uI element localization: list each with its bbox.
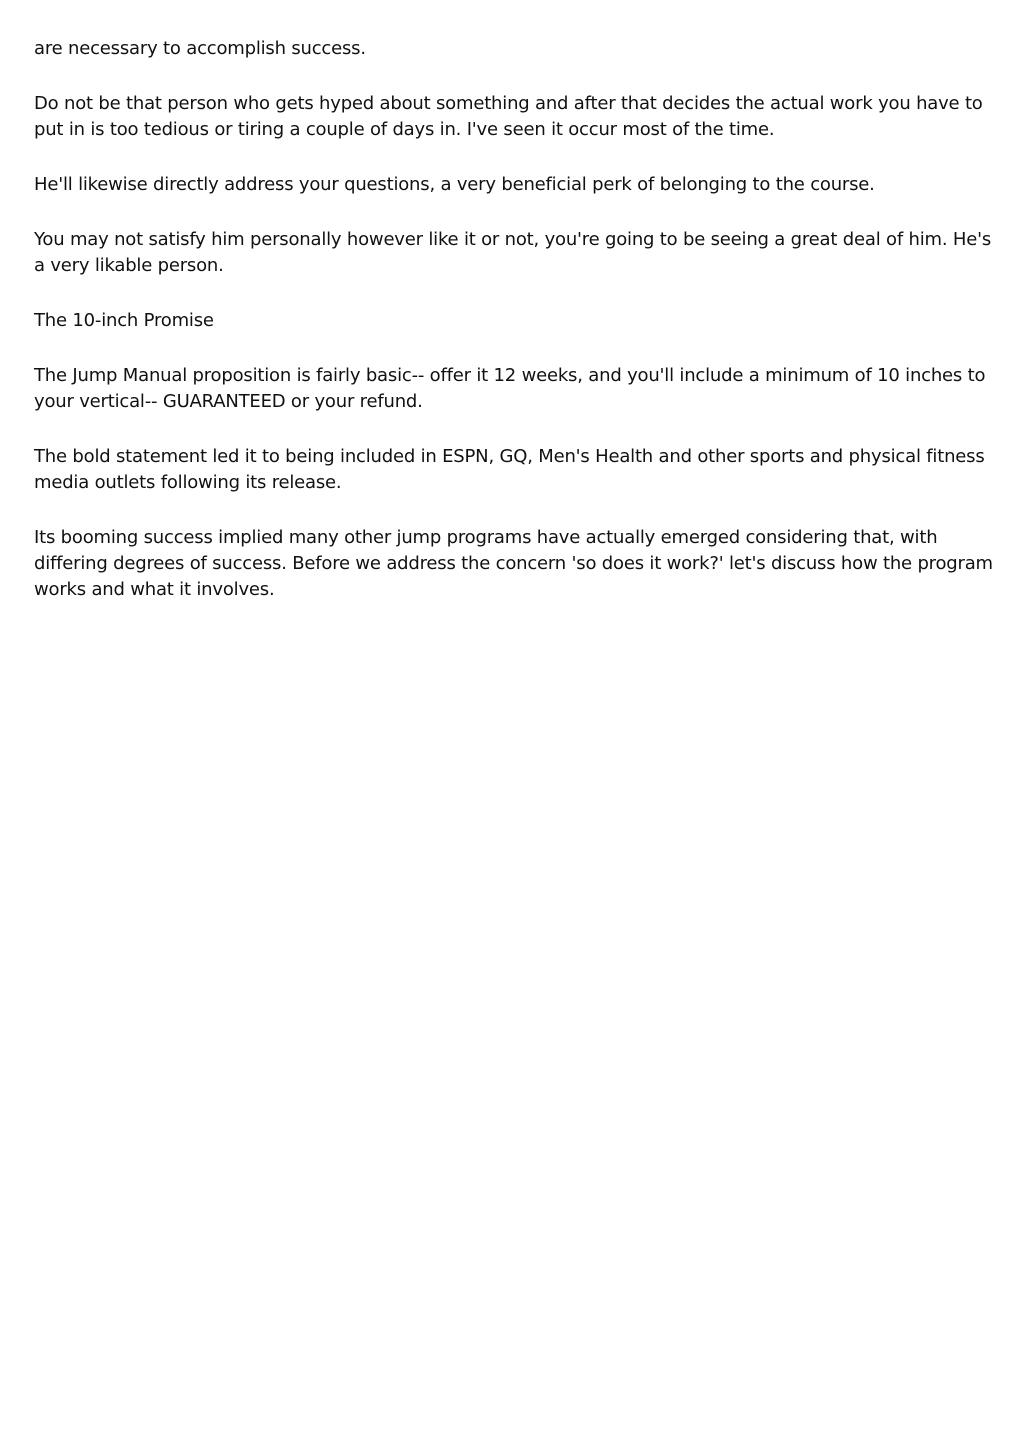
paragraph-questions: He'll likewise directly address your questions, a very beneficial perk of belonging to the course. bbox=[34, 174, 875, 195]
section-heading-promise: The 10-inch Promise bbox=[34, 310, 214, 331]
document-page bbox=[34, 36, 994, 632]
paragraph-success: Its booming success implied many other jump programs have actually emerged considering that, with differing degrees of success. Before we address the concern 'so does it work?' let's discuss how the program works and what it involves. bbox=[34, 527, 993, 600]
paragraph-proposition: The Jump Manual proposition is fairly basic-- offer it 12 weeks, and you'll include a minimum of 10 inches to your vertical-- GUARANTEED or your refund. bbox=[34, 365, 986, 412]
paragraph-media: The bold statement led it to being included in ESPN, GQ, Men's Health and other sports and physical fitness media outlets following its release. bbox=[34, 446, 985, 493]
paragraph-continuation: are necessary to accomplish success. bbox=[34, 38, 366, 59]
paragraph-likable: You may not satisfy him personally however like it or not, you're going to be seeing a great deal of him. He's a very likable person. bbox=[34, 229, 992, 276]
paragraph-hype-warning: Do not be that person who gets hyped about something and after that decides the actual work you have to put in is too tedious or tiring a couple of days in. I've seen it occur most of the time. bbox=[34, 93, 983, 140]
